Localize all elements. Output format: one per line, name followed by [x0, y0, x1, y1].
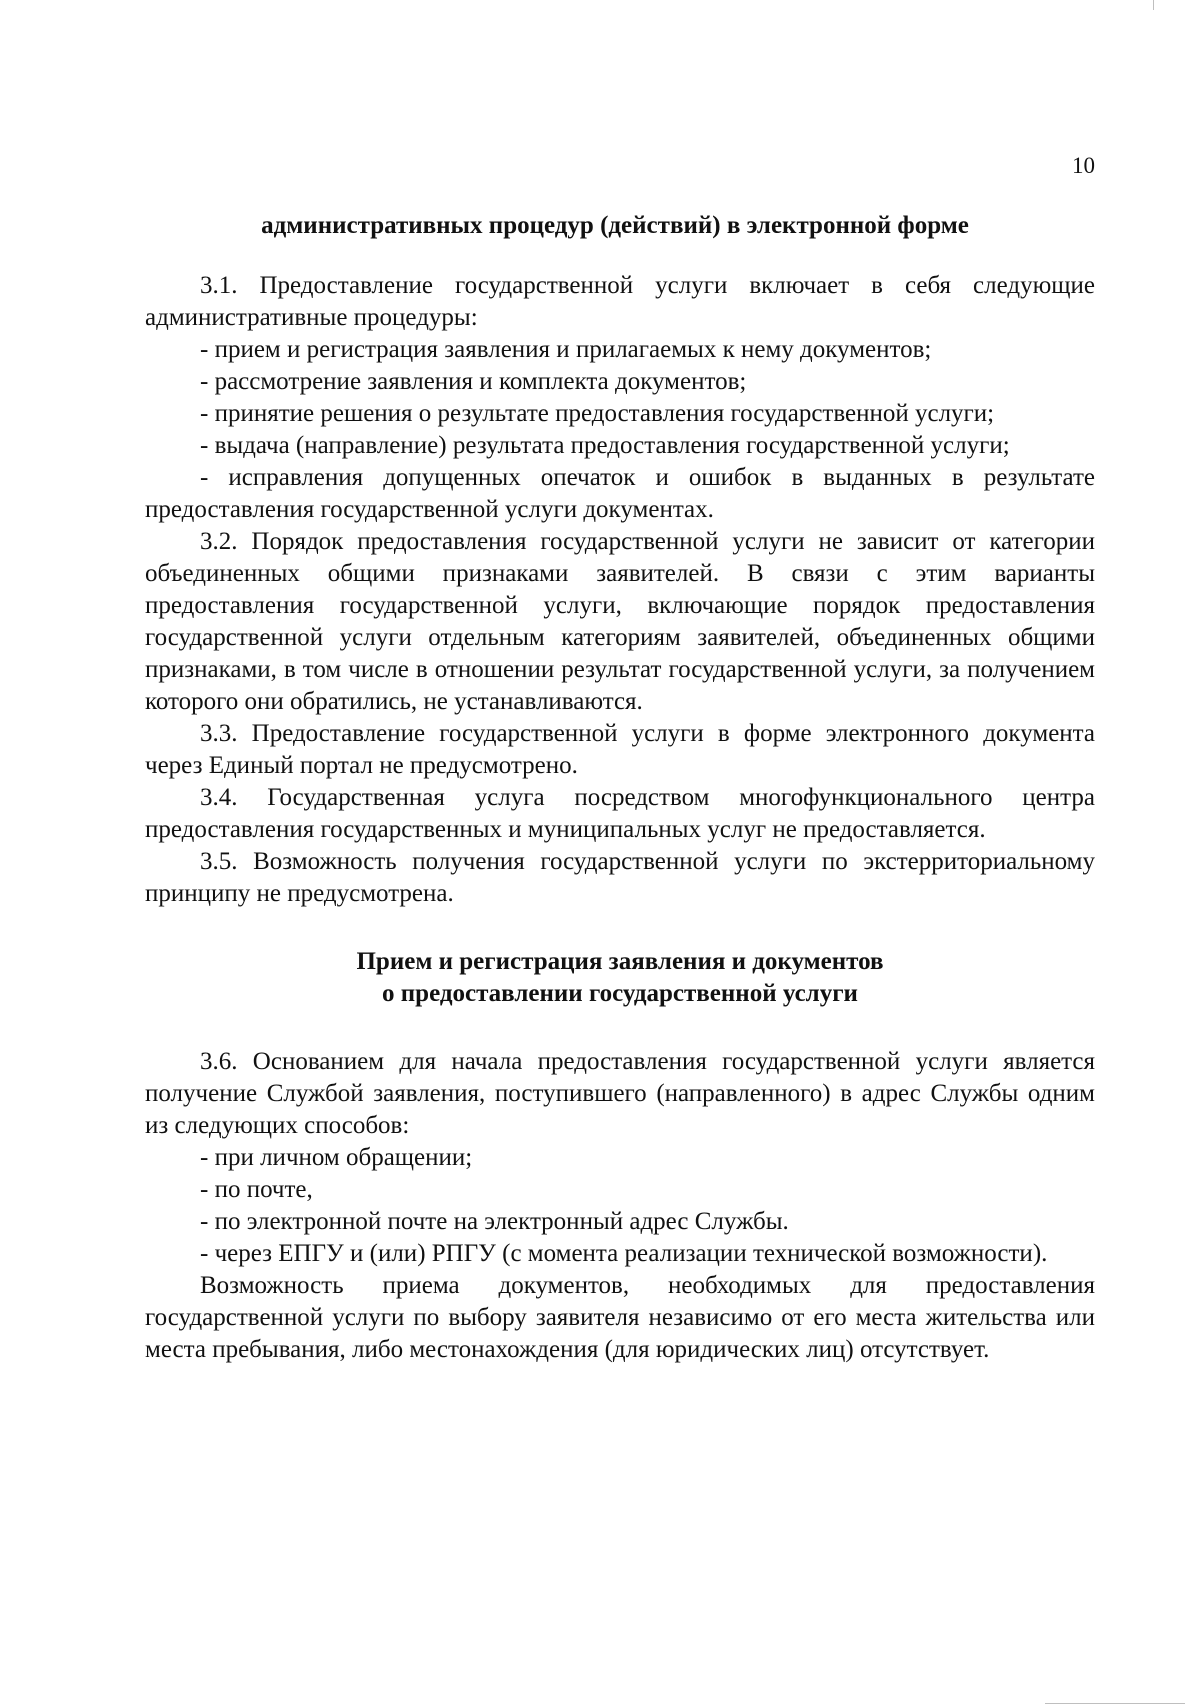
paragraph-3-2: 3.2. Порядок предоставления государственной услуги не зависит от категории объединенных общими признаками заявителей. В связи с этим варианты предоставления государственной услуги, включающие порядок предоставления государственной услуги отдельным категориям заявителей, объединенных общими признаками, в том числе в отношении результат государственной услуги, за получением которого они обратились, не устанавливаются. [145, 528, 1095, 715]
page-number: 10 [1072, 153, 1095, 178]
paragraph-3-1: 3.1. Предоставление государственной услуги включает в себя следующие административные процедуры: [145, 272, 1095, 331]
procedure-item: - принятие решения о результате предоставления государственной услуги; [200, 400, 995, 427]
procedure-item: - выдача (направление) результата предоставления государственной услуги; [200, 432, 1010, 459]
procedure-item: - исправления допущенных опечаток и ошибок в выданных в результате предоставления государственной услуги документах. [145, 464, 1095, 523]
paragraph-3-4: 3.4. Государственная услуга посредством многофункционального центра предоставления государственных и муниципальных услуг не предоставляется. [145, 784, 1095, 843]
section-heading-continuation: административных процедур (действий) в электронной форме [261, 212, 969, 239]
method-item: - по почте, [200, 1176, 313, 1203]
paragraph-3-6: 3.6. Основанием для начала предоставления государственной услуги является получение Службой заявления, поступившего (направленного) в адрес Службы одним из следующих способов: [145, 1048, 1095, 1139]
paragraph-3-5: 3.5. Возможность получения государственной услуги по экстерриториальному принципу не предусмотрена. [145, 848, 1095, 907]
section-heading-line-2: о предоставлении государственной услуги [382, 980, 858, 1007]
paragraph-3-3: 3.3. Предоставление государственной услуги в форме электронного документа через Единый портал не предусмотрено. [145, 720, 1095, 779]
method-item: - через ЕПГУ и (или) РПГУ (с момента реализации технической возможности). [200, 1240, 1048, 1267]
final-paragraph: Возможность приема документов, необходимых для предоставления государственной услуги по выбору заявителя независимо от его места жительства или места пребывания, либо местонахождения (для юридических лиц) отсутствует. [145, 1272, 1095, 1363]
procedure-item: - прием и регистрация заявления и прилагаемых к нему документов; [200, 336, 932, 363]
method-item: - при личном обращении; [200, 1144, 473, 1171]
section-heading-line-1: Прием и регистрация заявления и документов [356, 948, 884, 975]
procedure-item: - рассмотрение заявления и комплекта документов; [200, 368, 747, 395]
scan-edge-mark [1045, 1703, 1185, 1704]
document-body [145, 210, 1095, 1366]
scan-edge-mark [1153, 0, 1154, 10]
method-item: - по электронной почте на электронный адрес Службы. [200, 1208, 789, 1235]
